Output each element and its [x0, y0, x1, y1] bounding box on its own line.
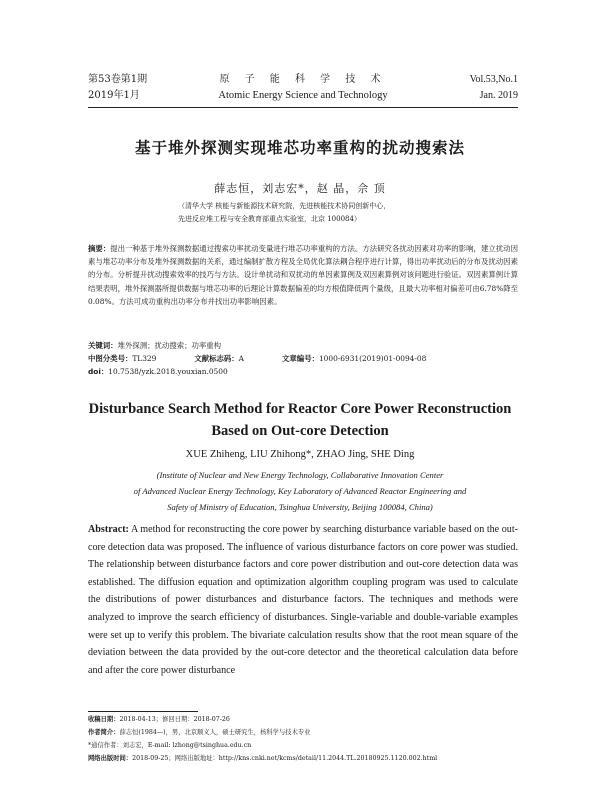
- corresponding-value: 刘志宏，E-mail: lzhong@tsinghua.edu.cn: [122, 742, 252, 749]
- header-left: [88, 72, 147, 104]
- affiliation-cn-line-1: （清华大学 核能与新能源技术研究院，先进核能技术协同创新中心，: [178, 202, 391, 210]
- clc-value: TL329: [132, 354, 157, 363]
- footnote-corresponding: [88, 740, 251, 752]
- header-center: [198, 72, 408, 104]
- corresponding-label: *通信作者：: [88, 742, 123, 749]
- article-no-value: 1000-6931(2019)01-0094-08: [318, 354, 427, 363]
- journal-name-en: Atomic Energy Science and Technology: [218, 90, 388, 101]
- footnote-author-bio: [88, 727, 310, 739]
- keywords-text: 堆外探测；扰动搜索；功率重构: [117, 341, 222, 350]
- article-no-label: 文章编号：: [282, 354, 319, 363]
- date-en: Jan. 2019: [479, 90, 518, 101]
- doc-code-label: 文献标志码：: [194, 354, 239, 363]
- title-en-line-1: Disturbance Search Method for Reactor Core Power Reconstruction: [88, 401, 512, 417]
- footnote-rule: [88, 711, 198, 712]
- clc-label: 中图分类号：: [88, 354, 133, 363]
- affiliation-en-line-3: Safety of Ministry of Education, Tsinghua University, Beijing 100084, China): [167, 502, 433, 512]
- bio-label: 作者简介：: [88, 729, 120, 736]
- title-cn: 基于堆外探测实现堆芯功率重构的扰动搜索法: [134, 139, 465, 157]
- affiliation-en-line-2: of Advanced Nuclear Energy Technology, Key Laboratory of Advanced Reactor Engineering and: [133, 486, 467, 496]
- doc-code-value: A: [238, 354, 245, 363]
- abstract-en-label: Abstract:: [88, 524, 129, 535]
- running-header: [88, 72, 518, 106]
- keywords-label: 关键词：: [88, 341, 118, 350]
- abstract-en-text: A method for reconstructing the core power by searching disturbance variable based on the out-core detection data was proposed. The influence of various disturbance factors on core power was studied. The relationship between disturbance factors and core power distribution and out-core detection data was established. The diffusion equation and optimization algorithm coupling program was used to calculate the distributions of power disturbances and disturbance factors. The techniques and methods were analyzed to improve the search efficiency of disturbances. Single-variable and double-variable examples were set up to verify this problem. The bivariate calculation results show that the root mean square of the deviation between the data provided by the out-core detector and the theoretical calculation data before and after the core power disturbance: [88, 524, 519, 676]
- received-value: 2018-04-13；修回日期：2018-07-26: [119, 716, 230, 723]
- doi-label: doi：: [88, 367, 109, 376]
- volume-issue-en: Vol.53,No.1: [469, 74, 518, 85]
- affiliation-cn-line-2: 先进反应堆工程与安全教育部重点实验室，北京 100084）: [178, 215, 361, 223]
- abstract-cn-text: 提出一种基于堆外探测数据通过搜索功率扰动变量进行堆芯功率重构的方法。方法研究各扰动因素对功率的影响，建立扰动因素与堆芯功率分布及堆外探测数据的关系，通过编制扩散方程及全局优化算法耦合程序进行计算，得出功率扰动后的分布及扰动因素的分布。分析提升扰动搜索效率的技巧与方法。设计单扰动和双扰动的单因素算例及双因素算例对该问题进行验证。双因素算例计算结果表明，堆外探测器所提供数据与堆芯功率的后理论计算数据偏差的均方根值降低两个量级，且最大功率相对偏差可由6.78%降至0.08%。方法可成功重构出功率分布并找出功率影响因素。: [88, 244, 518, 306]
- bio-value: 薛志恒(1984—)，男，北京顺义人，硕士研究生，核科学与技术专业: [119, 729, 311, 736]
- abstract-cn-label: 摘要：: [88, 244, 111, 253]
- authors-cn: 薛志恒，刘志宏*，赵 晶，佘 顶: [214, 182, 386, 195]
- volume-issue-cn: 第53卷第1期: [88, 74, 148, 85]
- authors-en: XUE Zhiheng, LIU Zhihong*, ZHAO Jing, SHE Ding: [185, 449, 415, 460]
- affiliation-en-line-1: (Institute of Nuclear and New Energy Technology, Collaborative Innovation Center: [156, 470, 444, 480]
- online-label: 网络出版时间：: [88, 755, 133, 762]
- header-rule: [88, 107, 518, 108]
- footnote-received: [88, 714, 230, 726]
- keywords-cn: [88, 339, 221, 352]
- abstract-cn: [88, 242, 518, 308]
- doi-line: [88, 365, 228, 378]
- header-right: [470, 72, 518, 104]
- date-cn: 2019年1月: [88, 90, 140, 101]
- classification-line: [88, 352, 426, 365]
- title-en: [60, 398, 540, 442]
- abstract-en: [88, 521, 518, 679]
- title-en-line-2: Based on Out-core Detection: [211, 423, 389, 439]
- journal-name-cn: 原 子 能 科 学 技 术: [219, 74, 387, 85]
- online-value: 2018-09-25；网络出版地址：http://kns.cnki.net/kcms/detail/11.2044.TL.20180925.1120.002.html: [132, 755, 438, 762]
- footnote-online: [88, 753, 437, 765]
- doi-value: 10.7538/yzk.2018.youxian.0500: [108, 367, 228, 376]
- received-label: 收稿日期：: [88, 716, 120, 723]
